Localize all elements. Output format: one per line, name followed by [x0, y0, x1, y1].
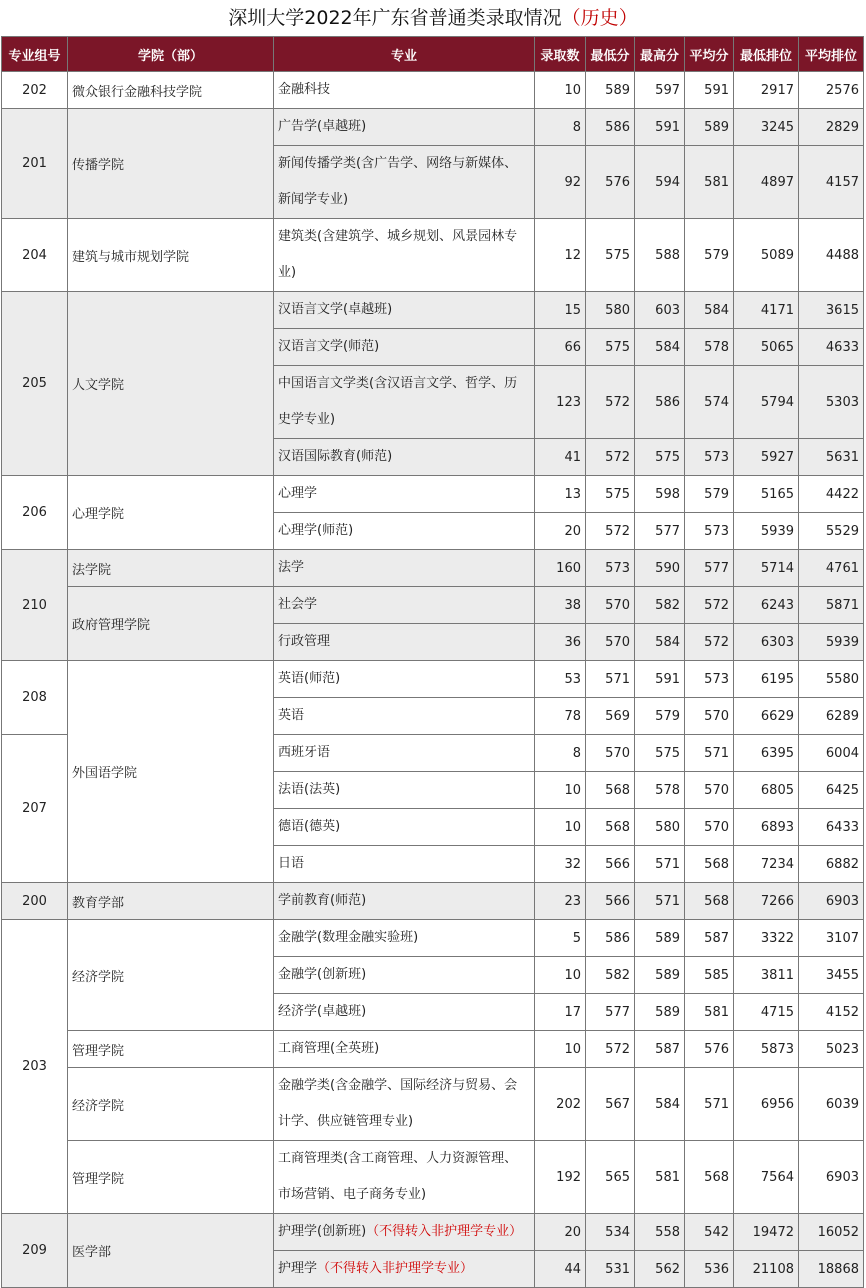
- college-cell: 管理学院: [68, 1141, 274, 1214]
- min-score-cell: 580: [586, 292, 635, 329]
- avg-rank-cell: 16052: [799, 1214, 864, 1251]
- min-rank-cell: 6893: [734, 809, 799, 846]
- title-paren-open: （: [561, 7, 581, 29]
- major-name: 德语(德英): [278, 819, 341, 834]
- major-cell: [274, 219, 535, 292]
- max-score-cell: 558: [635, 1214, 685, 1251]
- max-score-cell: 578: [635, 772, 685, 809]
- major-name: 心理学: [278, 486, 318, 501]
- major-name: 汉语国际教育(师范): [278, 449, 393, 464]
- avg-rank-cell: 5939: [799, 624, 864, 661]
- min-rank-cell: 7234: [734, 846, 799, 883]
- group-code-cell: 207: [2, 735, 68, 883]
- major-cell: [274, 846, 535, 883]
- min-score-cell: 575: [586, 476, 635, 513]
- avg-rank-cell: 6039: [799, 1068, 864, 1141]
- count-cell: 41: [535, 439, 586, 476]
- avg-score-cell: 542: [685, 1214, 734, 1251]
- avg-rank-cell: 6004: [799, 735, 864, 772]
- major-cell: [274, 883, 535, 920]
- avg-rank-cell: 4633: [799, 329, 864, 366]
- college-cell: 微众银行金融科技学院: [68, 72, 274, 109]
- table-row: [2, 661, 864, 698]
- count-cell: 8: [535, 109, 586, 146]
- max-score-cell: 584: [635, 1068, 685, 1141]
- table-row: [2, 1214, 864, 1251]
- table-row: [2, 476, 864, 513]
- group-code-cell: 201: [2, 109, 68, 219]
- max-score-cell: 598: [635, 476, 685, 513]
- min-score-cell: 567: [586, 1068, 635, 1141]
- max-score-cell: 579: [635, 698, 685, 735]
- major-name: 工商管理(全英班): [278, 1041, 380, 1056]
- avg-score-cell: 570: [685, 698, 734, 735]
- count-cell: 8: [535, 735, 586, 772]
- header-count: 录取数: [535, 37, 586, 72]
- major-name: 汉语言文学(卓越班): [278, 302, 393, 317]
- major-cell: [274, 513, 535, 550]
- avg-rank-cell: 6903: [799, 883, 864, 920]
- major-name: 法学: [278, 560, 305, 575]
- avg-rank-cell: 2576: [799, 72, 864, 109]
- table-row: [2, 219, 864, 292]
- count-cell: 38: [535, 587, 586, 624]
- group-code-cell: 210: [2, 550, 68, 661]
- header-college: 学院（部）: [68, 37, 274, 72]
- avg-rank-cell: 5631: [799, 439, 864, 476]
- table-row: [2, 292, 864, 329]
- admission-table: [1, 36, 864, 1288]
- avg-rank-cell: 6425: [799, 772, 864, 809]
- major-cell: [274, 1141, 535, 1214]
- major-name: 广告学(卓越班): [278, 119, 367, 134]
- max-score-cell: 591: [635, 661, 685, 698]
- max-score-cell: 597: [635, 72, 685, 109]
- college-cell: 人文学院: [68, 292, 274, 476]
- min-rank-cell: 6303: [734, 624, 799, 661]
- avg-score-cell: 570: [685, 809, 734, 846]
- major-name: 心理学(师范): [278, 523, 354, 538]
- major-cell: [274, 550, 535, 587]
- max-score-cell: 580: [635, 809, 685, 846]
- table-row: [2, 109, 864, 146]
- major-name: 英语(师范): [278, 671, 341, 686]
- college-cell: 教育学部: [68, 883, 274, 920]
- college-cell: 外国语学院: [68, 661, 274, 883]
- min-rank-cell: 21108: [734, 1251, 799, 1288]
- min-score-cell: 586: [586, 920, 635, 957]
- min-rank-cell: 4715: [734, 994, 799, 1031]
- group-code-cell: 208: [2, 661, 68, 735]
- min-rank-cell: 6243: [734, 587, 799, 624]
- header-min-rank: 最低排位: [734, 37, 799, 72]
- max-score-cell: 577: [635, 513, 685, 550]
- max-score-cell: 575: [635, 439, 685, 476]
- avg-rank-cell: 5529: [799, 513, 864, 550]
- count-cell: 10: [535, 957, 586, 994]
- major-cell: [274, 772, 535, 809]
- avg-rank-cell: 6433: [799, 809, 864, 846]
- avg-score-cell: 570: [685, 772, 734, 809]
- min-score-cell: 589: [586, 72, 635, 109]
- group-code-cell: 203: [2, 920, 68, 1214]
- max-score-cell: 590: [635, 550, 685, 587]
- avg-score-cell: 572: [685, 587, 734, 624]
- major-cell: [274, 146, 535, 219]
- max-score-cell: 571: [635, 846, 685, 883]
- avg-rank-cell: 5023: [799, 1031, 864, 1068]
- avg-rank-cell: 3455: [799, 957, 864, 994]
- avg-score-cell: 584: [685, 292, 734, 329]
- group-code-cell: 209: [2, 1214, 68, 1288]
- avg-rank-cell: 4157: [799, 146, 864, 219]
- table-row: [2, 1031, 864, 1068]
- min-score-cell: 571: [586, 661, 635, 698]
- major-cell: [274, 1068, 535, 1141]
- min-rank-cell: 19472: [734, 1214, 799, 1251]
- min-score-cell: 534: [586, 1214, 635, 1251]
- avg-rank-cell: 6903: [799, 1141, 864, 1214]
- max-score-cell: 582: [635, 587, 685, 624]
- avg-score-cell: 573: [685, 513, 734, 550]
- major-cell: [274, 439, 535, 476]
- avg-score-cell: 577: [685, 550, 734, 587]
- major-name: 西班牙语: [278, 745, 331, 760]
- major-cell: [274, 957, 535, 994]
- avg-score-cell: 571: [685, 735, 734, 772]
- avg-rank-cell: 3107: [799, 920, 864, 957]
- max-score-cell: 594: [635, 146, 685, 219]
- min-score-cell: 568: [586, 772, 635, 809]
- min-rank-cell: 2917: [734, 72, 799, 109]
- avg-score-cell: 568: [685, 846, 734, 883]
- count-cell: 36: [535, 624, 586, 661]
- major-cell: [274, 329, 535, 366]
- min-rank-cell: 3245: [734, 109, 799, 146]
- min-rank-cell: 5714: [734, 550, 799, 587]
- min-rank-cell: 5873: [734, 1031, 799, 1068]
- count-cell: 13: [535, 476, 586, 513]
- avg-rank-cell: 4152: [799, 994, 864, 1031]
- max-score-cell: 587: [635, 1031, 685, 1068]
- major-name: 英语: [278, 708, 305, 723]
- min-score-cell: 582: [586, 957, 635, 994]
- count-cell: 10: [535, 1031, 586, 1068]
- max-score-cell: 575: [635, 735, 685, 772]
- major-name: 金融学(数理金融实验班): [278, 930, 419, 945]
- min-rank-cell: 5089: [734, 219, 799, 292]
- college-cell: 管理学院: [68, 1031, 274, 1068]
- major-name: 汉语言文学(师范): [278, 339, 380, 354]
- college-cell: 政府管理学院: [68, 587, 274, 661]
- min-score-cell: 573: [586, 550, 635, 587]
- avg-rank-cell: 6882: [799, 846, 864, 883]
- max-score-cell: 562: [635, 1251, 685, 1288]
- count-cell: 202: [535, 1068, 586, 1141]
- major-name: 建筑类(含建筑学、城乡规划、风景园林专业): [278, 229, 518, 280]
- major-name: 中国语言文学类(含汉语言文学、哲学、历史学专业): [278, 376, 518, 427]
- avg-score-cell: 576: [685, 1031, 734, 1068]
- table-body: [2, 72, 864, 1288]
- min-rank-cell: 3322: [734, 920, 799, 957]
- title-paren-close: ）: [618, 7, 638, 29]
- count-cell: 92: [535, 146, 586, 219]
- avg-score-cell: 573: [685, 661, 734, 698]
- min-score-cell: 572: [586, 366, 635, 439]
- min-score-cell: 570: [586, 624, 635, 661]
- major-name: 社会学: [278, 597, 318, 612]
- avg-rank-cell: 4761: [799, 550, 864, 587]
- avg-score-cell: 536: [685, 1251, 734, 1288]
- header-max-score: 最高分: [635, 37, 685, 72]
- major-cell: [274, 735, 535, 772]
- avg-score-cell: 574: [685, 366, 734, 439]
- major-cell: [274, 366, 535, 439]
- college-cell: 建筑与城市规划学院: [68, 219, 274, 292]
- max-score-cell: 589: [635, 957, 685, 994]
- college-cell: 医学部: [68, 1214, 274, 1288]
- avg-rank-cell: 18868: [799, 1251, 864, 1288]
- max-score-cell: 603: [635, 292, 685, 329]
- group-code-cell: 202: [2, 72, 68, 109]
- avg-score-cell: 572: [685, 624, 734, 661]
- count-cell: 20: [535, 1214, 586, 1251]
- major-name: 金融学(创新班): [278, 967, 367, 982]
- table-row: [2, 550, 864, 587]
- major-cell: [274, 476, 535, 513]
- count-cell: 53: [535, 661, 586, 698]
- group-code-cell: 204: [2, 219, 68, 292]
- table-row: [2, 72, 864, 109]
- min-score-cell: 586: [586, 109, 635, 146]
- major-name: 护理学(创新班): [278, 1224, 367, 1239]
- max-score-cell: 588: [635, 219, 685, 292]
- max-score-cell: 584: [635, 329, 685, 366]
- min-score-cell: 568: [586, 809, 635, 846]
- major-name: 工商管理类(含工商管理、人力资源管理、市场营销、电子商务专业): [278, 1151, 518, 1202]
- count-cell: 123: [535, 366, 586, 439]
- major-cell: [274, 587, 535, 624]
- avg-score-cell: 587: [685, 920, 734, 957]
- major-cell: [274, 1214, 535, 1251]
- avg-rank-cell: 6289: [799, 698, 864, 735]
- major-note: （不得转入非护理学专业）: [366, 1224, 523, 1239]
- min-score-cell: 577: [586, 994, 635, 1031]
- major-cell: [274, 109, 535, 146]
- title-highlight: 历史: [580, 7, 619, 29]
- major-cell: [274, 292, 535, 329]
- avg-rank-cell: 4422: [799, 476, 864, 513]
- avg-rank-cell: 5580: [799, 661, 864, 698]
- page-title: [0, 0, 866, 36]
- min-rank-cell: 5165: [734, 476, 799, 513]
- college-cell: 法学院: [68, 550, 274, 587]
- header-group-code: 专业组号: [2, 37, 68, 72]
- avg-rank-cell: 5303: [799, 366, 864, 439]
- min-score-cell: 565: [586, 1141, 635, 1214]
- count-cell: 10: [535, 72, 586, 109]
- major-cell: [274, 994, 535, 1031]
- min-score-cell: 570: [586, 587, 635, 624]
- major-cell: [274, 1251, 535, 1288]
- count-cell: 44: [535, 1251, 586, 1288]
- max-score-cell: 571: [635, 883, 685, 920]
- count-cell: 10: [535, 772, 586, 809]
- min-rank-cell: 5939: [734, 513, 799, 550]
- major-note: （不得转入非护理学专业）: [317, 1261, 474, 1276]
- min-score-cell: 531: [586, 1251, 635, 1288]
- avg-score-cell: 581: [685, 146, 734, 219]
- avg-rank-cell: 4488: [799, 219, 864, 292]
- table-row: [2, 587, 864, 624]
- major-name: 法语(法英): [278, 782, 341, 797]
- college-cell: 传播学院: [68, 109, 274, 219]
- major-name: 学前教育(师范): [278, 893, 367, 908]
- major-name: 日语: [278, 856, 305, 871]
- major-name: 金融学类(含金融学、国际经济与贸易、会计学、供应链管理专业): [278, 1078, 518, 1129]
- max-score-cell: 581: [635, 1141, 685, 1214]
- min-score-cell: 566: [586, 883, 635, 920]
- avg-score-cell: 571: [685, 1068, 734, 1141]
- max-score-cell: 591: [635, 109, 685, 146]
- major-cell: [274, 698, 535, 735]
- header-avg-score: 平均分: [685, 37, 734, 72]
- min-rank-cell: 4897: [734, 146, 799, 219]
- count-cell: 23: [535, 883, 586, 920]
- min-rank-cell: 6956: [734, 1068, 799, 1141]
- avg-score-cell: 573: [685, 439, 734, 476]
- min-rank-cell: 6805: [734, 772, 799, 809]
- min-score-cell: 570: [586, 735, 635, 772]
- avg-score-cell: 585: [685, 957, 734, 994]
- group-code-cell: 200: [2, 883, 68, 920]
- min-score-cell: 569: [586, 698, 635, 735]
- major-name: 行政管理: [278, 634, 331, 649]
- min-rank-cell: 5794: [734, 366, 799, 439]
- min-rank-cell: 6395: [734, 735, 799, 772]
- college-cell: 心理学院: [68, 476, 274, 550]
- count-cell: 5: [535, 920, 586, 957]
- count-cell: 17: [535, 994, 586, 1031]
- min-rank-cell: 6195: [734, 661, 799, 698]
- header-avg-rank: 平均排位: [799, 37, 864, 72]
- max-score-cell: 586: [635, 366, 685, 439]
- min-rank-cell: 4171: [734, 292, 799, 329]
- table-row: [2, 920, 864, 957]
- count-cell: 20: [535, 513, 586, 550]
- major-cell: [274, 72, 535, 109]
- header-major: 专业: [274, 37, 535, 72]
- min-score-cell: 566: [586, 846, 635, 883]
- major-name: 金融科技: [278, 82, 331, 97]
- min-rank-cell: 5065: [734, 329, 799, 366]
- table-row: [2, 1068, 864, 1141]
- avg-rank-cell: 2829: [799, 109, 864, 146]
- count-cell: 78: [535, 698, 586, 735]
- max-score-cell: 589: [635, 920, 685, 957]
- major-cell: [274, 809, 535, 846]
- max-score-cell: 584: [635, 624, 685, 661]
- major-name: 护理学: [278, 1261, 318, 1276]
- major-cell: [274, 661, 535, 698]
- major-name: 经济学(卓越班): [278, 1004, 367, 1019]
- avg-score-cell: 589: [685, 109, 734, 146]
- major-cell: [274, 1031, 535, 1068]
- major-cell: [274, 624, 535, 661]
- college-cell: 经济学院: [68, 1068, 274, 1141]
- avg-score-cell: 578: [685, 329, 734, 366]
- min-rank-cell: 6629: [734, 698, 799, 735]
- title-main: 深圳大学2022年广东省普通类录取情况: [228, 7, 562, 29]
- avg-score-cell: 581: [685, 994, 734, 1031]
- avg-rank-cell: 3615: [799, 292, 864, 329]
- avg-score-cell: 568: [685, 883, 734, 920]
- table-row: [2, 883, 864, 920]
- count-cell: 32: [535, 846, 586, 883]
- min-score-cell: 575: [586, 219, 635, 292]
- avg-score-cell: 568: [685, 1141, 734, 1214]
- min-score-cell: 576: [586, 146, 635, 219]
- min-score-cell: 572: [586, 513, 635, 550]
- group-code-cell: 206: [2, 476, 68, 550]
- min-score-cell: 575: [586, 329, 635, 366]
- major-cell: [274, 920, 535, 957]
- avg-score-cell: 591: [685, 72, 734, 109]
- count-cell: 160: [535, 550, 586, 587]
- table-header-row: [2, 37, 864, 72]
- college-cell: 经济学院: [68, 920, 274, 1031]
- avg-rank-cell: 5871: [799, 587, 864, 624]
- group-code-cell: 205: [2, 292, 68, 476]
- avg-score-cell: 579: [685, 219, 734, 292]
- major-name: 新闻传播学类(含广告学、网络与新媒体、新闻学专业): [278, 156, 518, 207]
- table-row: [2, 1141, 864, 1214]
- avg-score-cell: 579: [685, 476, 734, 513]
- header-min-score: 最低分: [586, 37, 635, 72]
- min-score-cell: 572: [586, 1031, 635, 1068]
- min-rank-cell: 3811: [734, 957, 799, 994]
- count-cell: 12: [535, 219, 586, 292]
- count-cell: 15: [535, 292, 586, 329]
- count-cell: 66: [535, 329, 586, 366]
- min-rank-cell: 5927: [734, 439, 799, 476]
- count-cell: 192: [535, 1141, 586, 1214]
- min-score-cell: 572: [586, 439, 635, 476]
- count-cell: 10: [535, 809, 586, 846]
- max-score-cell: 589: [635, 994, 685, 1031]
- min-rank-cell: 7266: [734, 883, 799, 920]
- min-rank-cell: 7564: [734, 1141, 799, 1214]
